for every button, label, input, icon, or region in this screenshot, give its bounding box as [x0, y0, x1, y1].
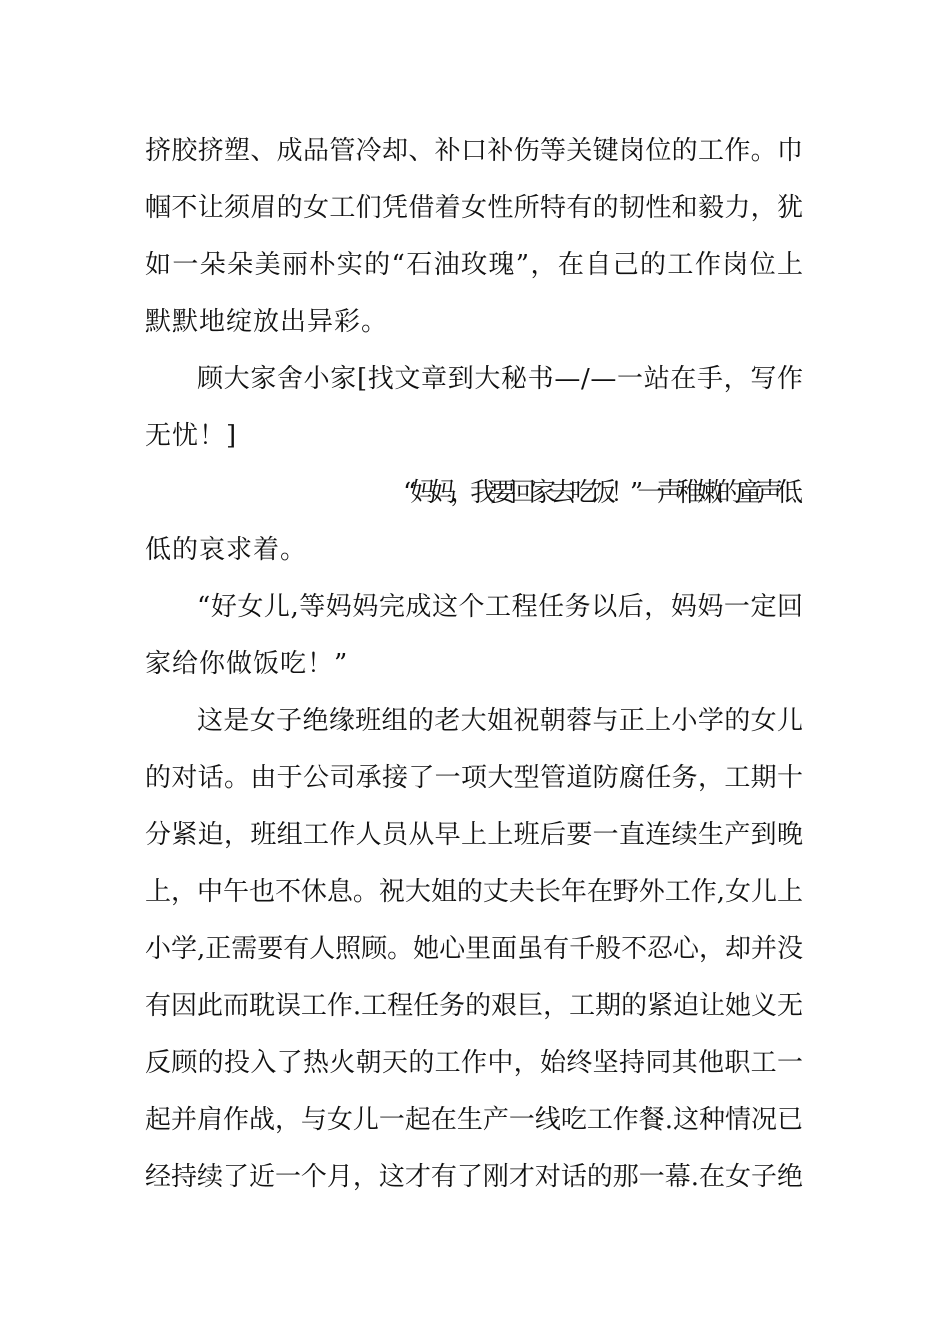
- text-line: 经持续了近一个月，这才有了刚才对话的那一幕.在女子绝: [145, 1162, 803, 1192]
- text-line: 帼不让须眉的女工们凭借着女性所特有的韧性和毅力，犹: [145, 193, 804, 223]
- text-line: 无忧！]: [145, 421, 238, 451]
- text-line: 如一朵朵美丽朴实的“石油玫瑰”，在自己的工作岗位上: [145, 250, 805, 280]
- text-line: 有因此而耽误工作.工程任务的艰巨，工期的紧迫让她义无: [145, 991, 803, 1021]
- text-line: 小学,正需要有人照顾。她心里面虽有千般不忍心，却并没: [145, 934, 803, 964]
- text-line: “妈妈，我要回家去吃饭！”一声稚嫩的童声低: [403, 478, 797, 508]
- text-line: 起并肩作战，与女儿一起在生产一线吃工作餐.这种情况已: [145, 1105, 803, 1135]
- text-line: 默默地绽放出异彩。: [145, 307, 389, 337]
- text-line: 低的哀求着。: [145, 535, 308, 565]
- text-line: 挤胶挤塑、成品管冷却、补口补伤等关键岗位的工作。巾: [145, 136, 804, 166]
- text-line: 顾大家舍小家[找文章到大秘书—/—一站在手，写作: [197, 364, 804, 394]
- text-line: 家给你做饭吃！”: [145, 649, 349, 679]
- text-line: 上，中午也不休息。祝大姐的丈夫长年在野外工作,女儿上: [145, 877, 803, 907]
- text-line: 分紧迫，班组工作人员从早上上班后要一直连续生产到晚: [145, 820, 804, 850]
- text-line: 这是女子绝缘班组的老大姐祝朝蓉与正上小学的女儿: [197, 706, 804, 736]
- text-line: 的对话。由于公司承接了一项大型管道防腐任务，工期十: [145, 763, 804, 793]
- text-line: “好女儿,等妈妈完成这个工程任务以后，妈妈一定回: [197, 592, 804, 622]
- text-line: 反顾的投入了热火朝天的工作中，始终坚持同其他职工一: [145, 1048, 804, 1078]
